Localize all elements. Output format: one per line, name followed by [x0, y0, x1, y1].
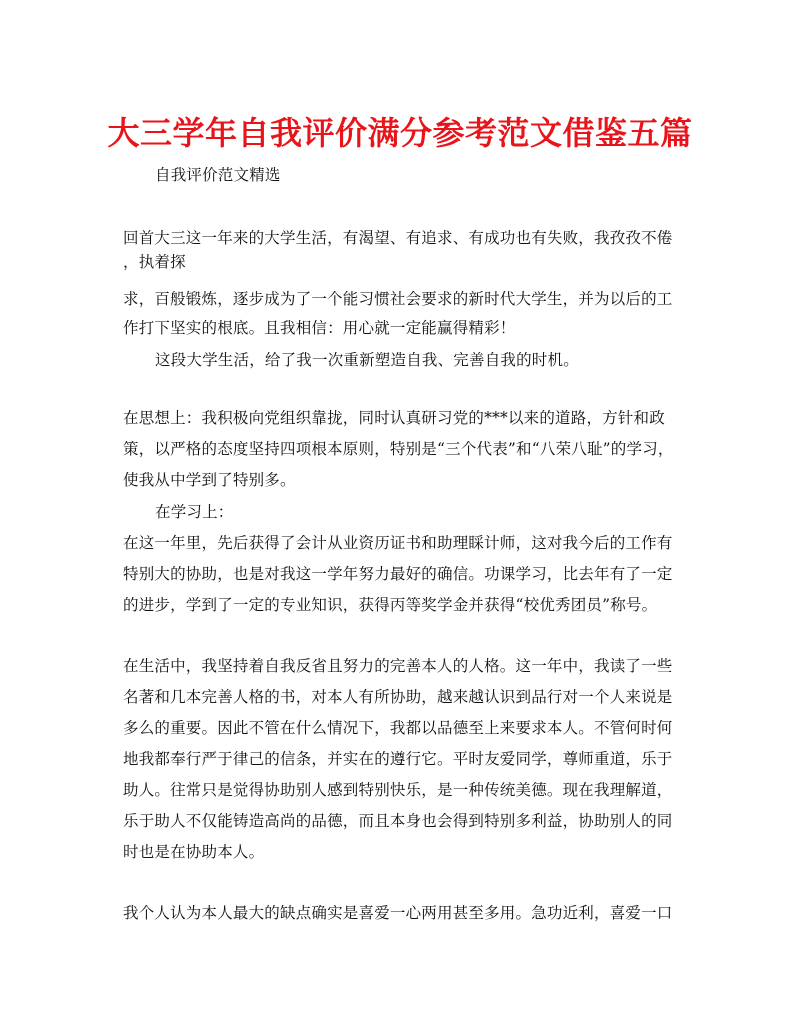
body-line: 特别大的协助，也是对我这一学年努力最好的确信。功课学习，比去年有了一定: [123, 565, 673, 583]
subtitle-line: 自我评价范文精选: [155, 166, 281, 184]
body-line: 的进步，学到了一定的专业知识，获得丙等奖学金并获得“校优秀团员”称号。: [123, 596, 658, 614]
body-line: ，执着探: [123, 253, 186, 271]
body-line: 乐于助人不仅能铸造高尚的品德，而且本身也会得到特别多利益，协助别人的同: [123, 812, 673, 830]
body-line: 我个人认为本人最大的缺点确实是喜爱一心两用甚至多用。急功近利，喜爱一口: [123, 904, 673, 922]
body-line: 在思想上：我积极向党组织靠拢，同时认真研习党的***以来的道路，方针和政: [123, 409, 665, 427]
body-line: 在这一年里，先后获得了会计从业资历证书和助理睬计师，这对我今后的工作有: [123, 534, 673, 552]
body-line: 求，百般锻炼，逐步成为了一个能习惯社会要求的新时代大学生，并为以后的工: [123, 290, 673, 308]
body-line: 时也是在协助本人。: [123, 843, 265, 861]
body-line: 地我都奉行严于律己的信条，并实在的遵行它。平时友爱同学，尊师重道，乐于: [123, 750, 673, 768]
body-line: 在生活中，我坚持着自我反省且努力的完善本人的人格。这一年中，我读了一些: [123, 657, 673, 675]
body-line: 多么的重要。因此不管在什么情况下，我都以品德至上来要求本人。不管何时何: [123, 719, 673, 737]
body-line: 名著和几本完善人格的书，对本人有所协助，越来越认识到品行对一个人来说是: [123, 688, 673, 706]
body-line: 回首大三这一年来的大学生活，有渴望、有追求、有成功也有失败，我孜孜不倦: [123, 229, 673, 247]
body-line: 策，以严格的态度坚持四项根本原则，特别是“三个代表”和“八荣八耻”的学习，: [123, 440, 674, 458]
body-line: 作打下坚实的根底。且我相信：用心就一定能赢得精彩！: [123, 319, 516, 337]
body-line: 这段大学生活，给了我一次重新塑造自我、完善自我的时机。: [155, 351, 579, 369]
body-line: 使我从中学到了特别多。: [123, 471, 296, 489]
body-line: 助人。往常只是觉得协助别人感到特别快乐，是一种传统美德。现在我理解道，: [123, 781, 673, 799]
body-line: 在学习上：: [155, 503, 234, 521]
document-title: 大三学年自我评价满分参考范文借鉴五篇: [107, 114, 693, 152]
